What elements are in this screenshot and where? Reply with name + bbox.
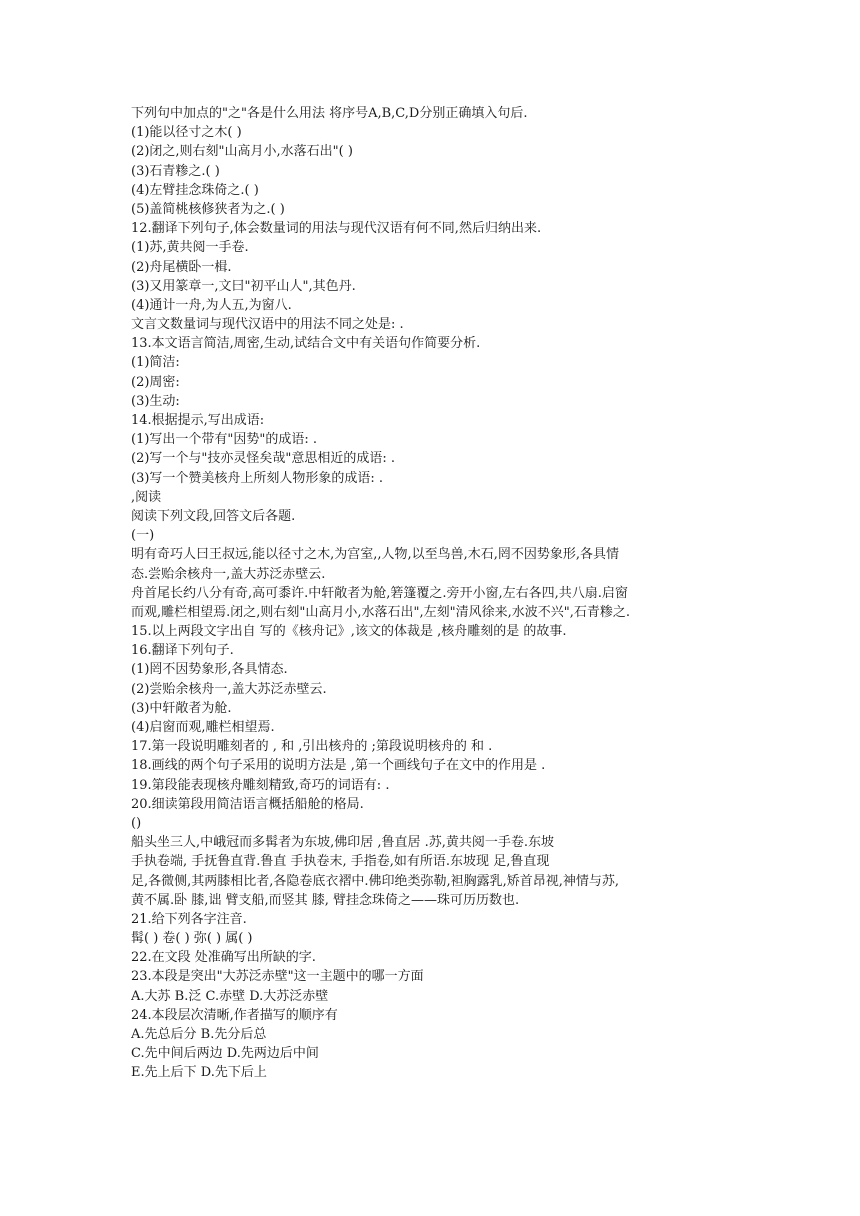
text-line: (2)尝贻余核舟一,盖大苏泛赤壁云.	[131, 681, 327, 697]
text-line: C.先中间后两边 D.先两边后中间	[131, 1046, 319, 1062]
text-line: 阅读下列文段,回答文后各题.	[131, 508, 296, 524]
text-line: 17.第一段说明雕刻者的 , 和 ,引出核舟的 ;第段说明核舟的 和 .	[131, 739, 493, 755]
text-line: 20.细读第段用简洁语言概括船舱的格局.	[131, 796, 364, 812]
text-line: 明有奇巧人曰王叔远,能以径寸之木,为宫室,,人物,以至鸟兽,木石,罔不因势象形,各具情	[131, 547, 620, 563]
text-line: 18.画线的两个句子采用的说明方法是 ,第一个画线句子在文中的作用是 .	[131, 758, 546, 774]
text-line: (4)启窗而观,雕栏相望焉.	[131, 720, 275, 735]
text-line: 手执卷端, 手抚鲁直背.鲁直 手执卷末, 手指卷,如有所语.东坡现 足,鲁直现	[131, 854, 550, 870]
text-line: (3)中轩敞者为舱.	[131, 700, 232, 716]
text-line: (3)石青糁之.( )	[131, 163, 220, 179]
text-line: (3)写一个赞美核舟上所刻人物形象的成语: .	[131, 470, 384, 486]
text-line: A.大苏 B.泛 C.赤壁 D.大苏泛赤壁	[131, 988, 329, 1004]
text-line: 16.翻译下列句子.	[131, 643, 234, 659]
text-line: 文言文数量词与现代汉语中的用法不同之处是: .	[131, 317, 404, 333]
text-line: ,阅读	[131, 489, 162, 505]
text-line: 舟首尾长约八分有奇,高可黍许.中轩敞者为舱,箬篷覆之.旁开小窗,左右各四,共八扇.启窗	[131, 585, 628, 601]
text-line: (4)通计一舟,为人五,为窗八.	[131, 297, 292, 313]
text-line: (2)写一个与"技亦灵怪矣哉"意思相近的成语: .	[131, 451, 396, 467]
text-line: 12.翻译下列句子,体会数量词的用法与现代汉语有何不同,然后归纳出来.	[131, 221, 542, 237]
text-line: (2)闭之,则右刻"山高月小,水落石出"( )	[131, 144, 353, 160]
document-body	[131, 104, 743, 1083]
text-line: 22.在文段 处准确写出所缺的字.	[131, 950, 316, 966]
text-line: (3)又用篆章一,文曰"初平山人",其色丹.	[131, 278, 356, 294]
text-line: 态.尝贻余核舟一,盖大苏泛赤壁云.	[131, 566, 326, 582]
text-line: (2)舟尾横卧一楫.	[131, 259, 232, 275]
text-line: (1)罔不因势象形,各具情态.	[131, 662, 288, 678]
text-line: (一)	[131, 528, 155, 544]
text-line: 船头坐三人,中峨冠而多髯者为东坡,佛印居 ,鲁直居 .苏,黄共阅一手卷.东坡	[131, 835, 555, 851]
text-line: A.先总后分 B.先分后总	[131, 1027, 267, 1042]
text-line: (1)写出一个带有"因势"的成语: .	[131, 432, 318, 448]
text-line: 而观,雕栏相望焉.闭之,则右刻"山高月小,水落石出",左刻"清风徐来,水波不兴",石青糁之.	[131, 604, 630, 620]
text-line: (3)生动:	[131, 393, 180, 409]
text-line: 21.给下列各字注音.	[131, 911, 247, 927]
text-line: 13.本文语言简洁,周密,生动,试结合文中有关语句作简要分析.	[131, 336, 481, 352]
text-line: 足,各微侧,其两膝相比者,各隐卷底衣褶中.佛印绝类弥勒,袒胸露乳,矫首昂视,神情与苏,	[131, 873, 620, 889]
text-line: 14.根据提示,写出成语:	[131, 413, 265, 428]
text-line: E.先上后下 D.先下后上	[131, 1065, 267, 1081]
text-line: 下列句中加点的"之"各是什么用法 将序号A,B,C,D分别正确填入句后.	[131, 106, 528, 121]
text-line: 15.以上两段文字出自 写的《核舟记》,该文的体裁是 ,核舟雕刻的是 的故事.	[131, 624, 567, 640]
text-line: (1)苏,黄共阅一手卷.	[131, 240, 249, 256]
text-line: (5)盖简桃核修狭者为之.( )	[131, 201, 285, 217]
text-line: (1)能以径寸之木( )	[131, 125, 242, 141]
text-line: 24.本段层次清晰,作者描写的顺序有	[131, 1007, 338, 1023]
text-line: 19.第段能表现核舟雕刻精致,奇巧的词语有: .	[131, 777, 390, 793]
text-line: 23.本段是突出"大苏泛赤壁"这一主题中的哪一方面	[131, 969, 424, 985]
text-line: ()	[131, 815, 142, 831]
text-line: (2)周密:	[131, 374, 180, 390]
text-line: 髯( ) 卷( ) 弥( ) 属( )	[131, 931, 253, 947]
text-line: 黄不属.卧 膝,诎 臂支船,而竖其 膝, 臂挂念珠倚之——珠可历历数也.	[131, 892, 520, 908]
text-line: (4)左臂挂念珠倚之.( )	[131, 182, 259, 198]
text-line: (1)简洁:	[131, 355, 180, 371]
